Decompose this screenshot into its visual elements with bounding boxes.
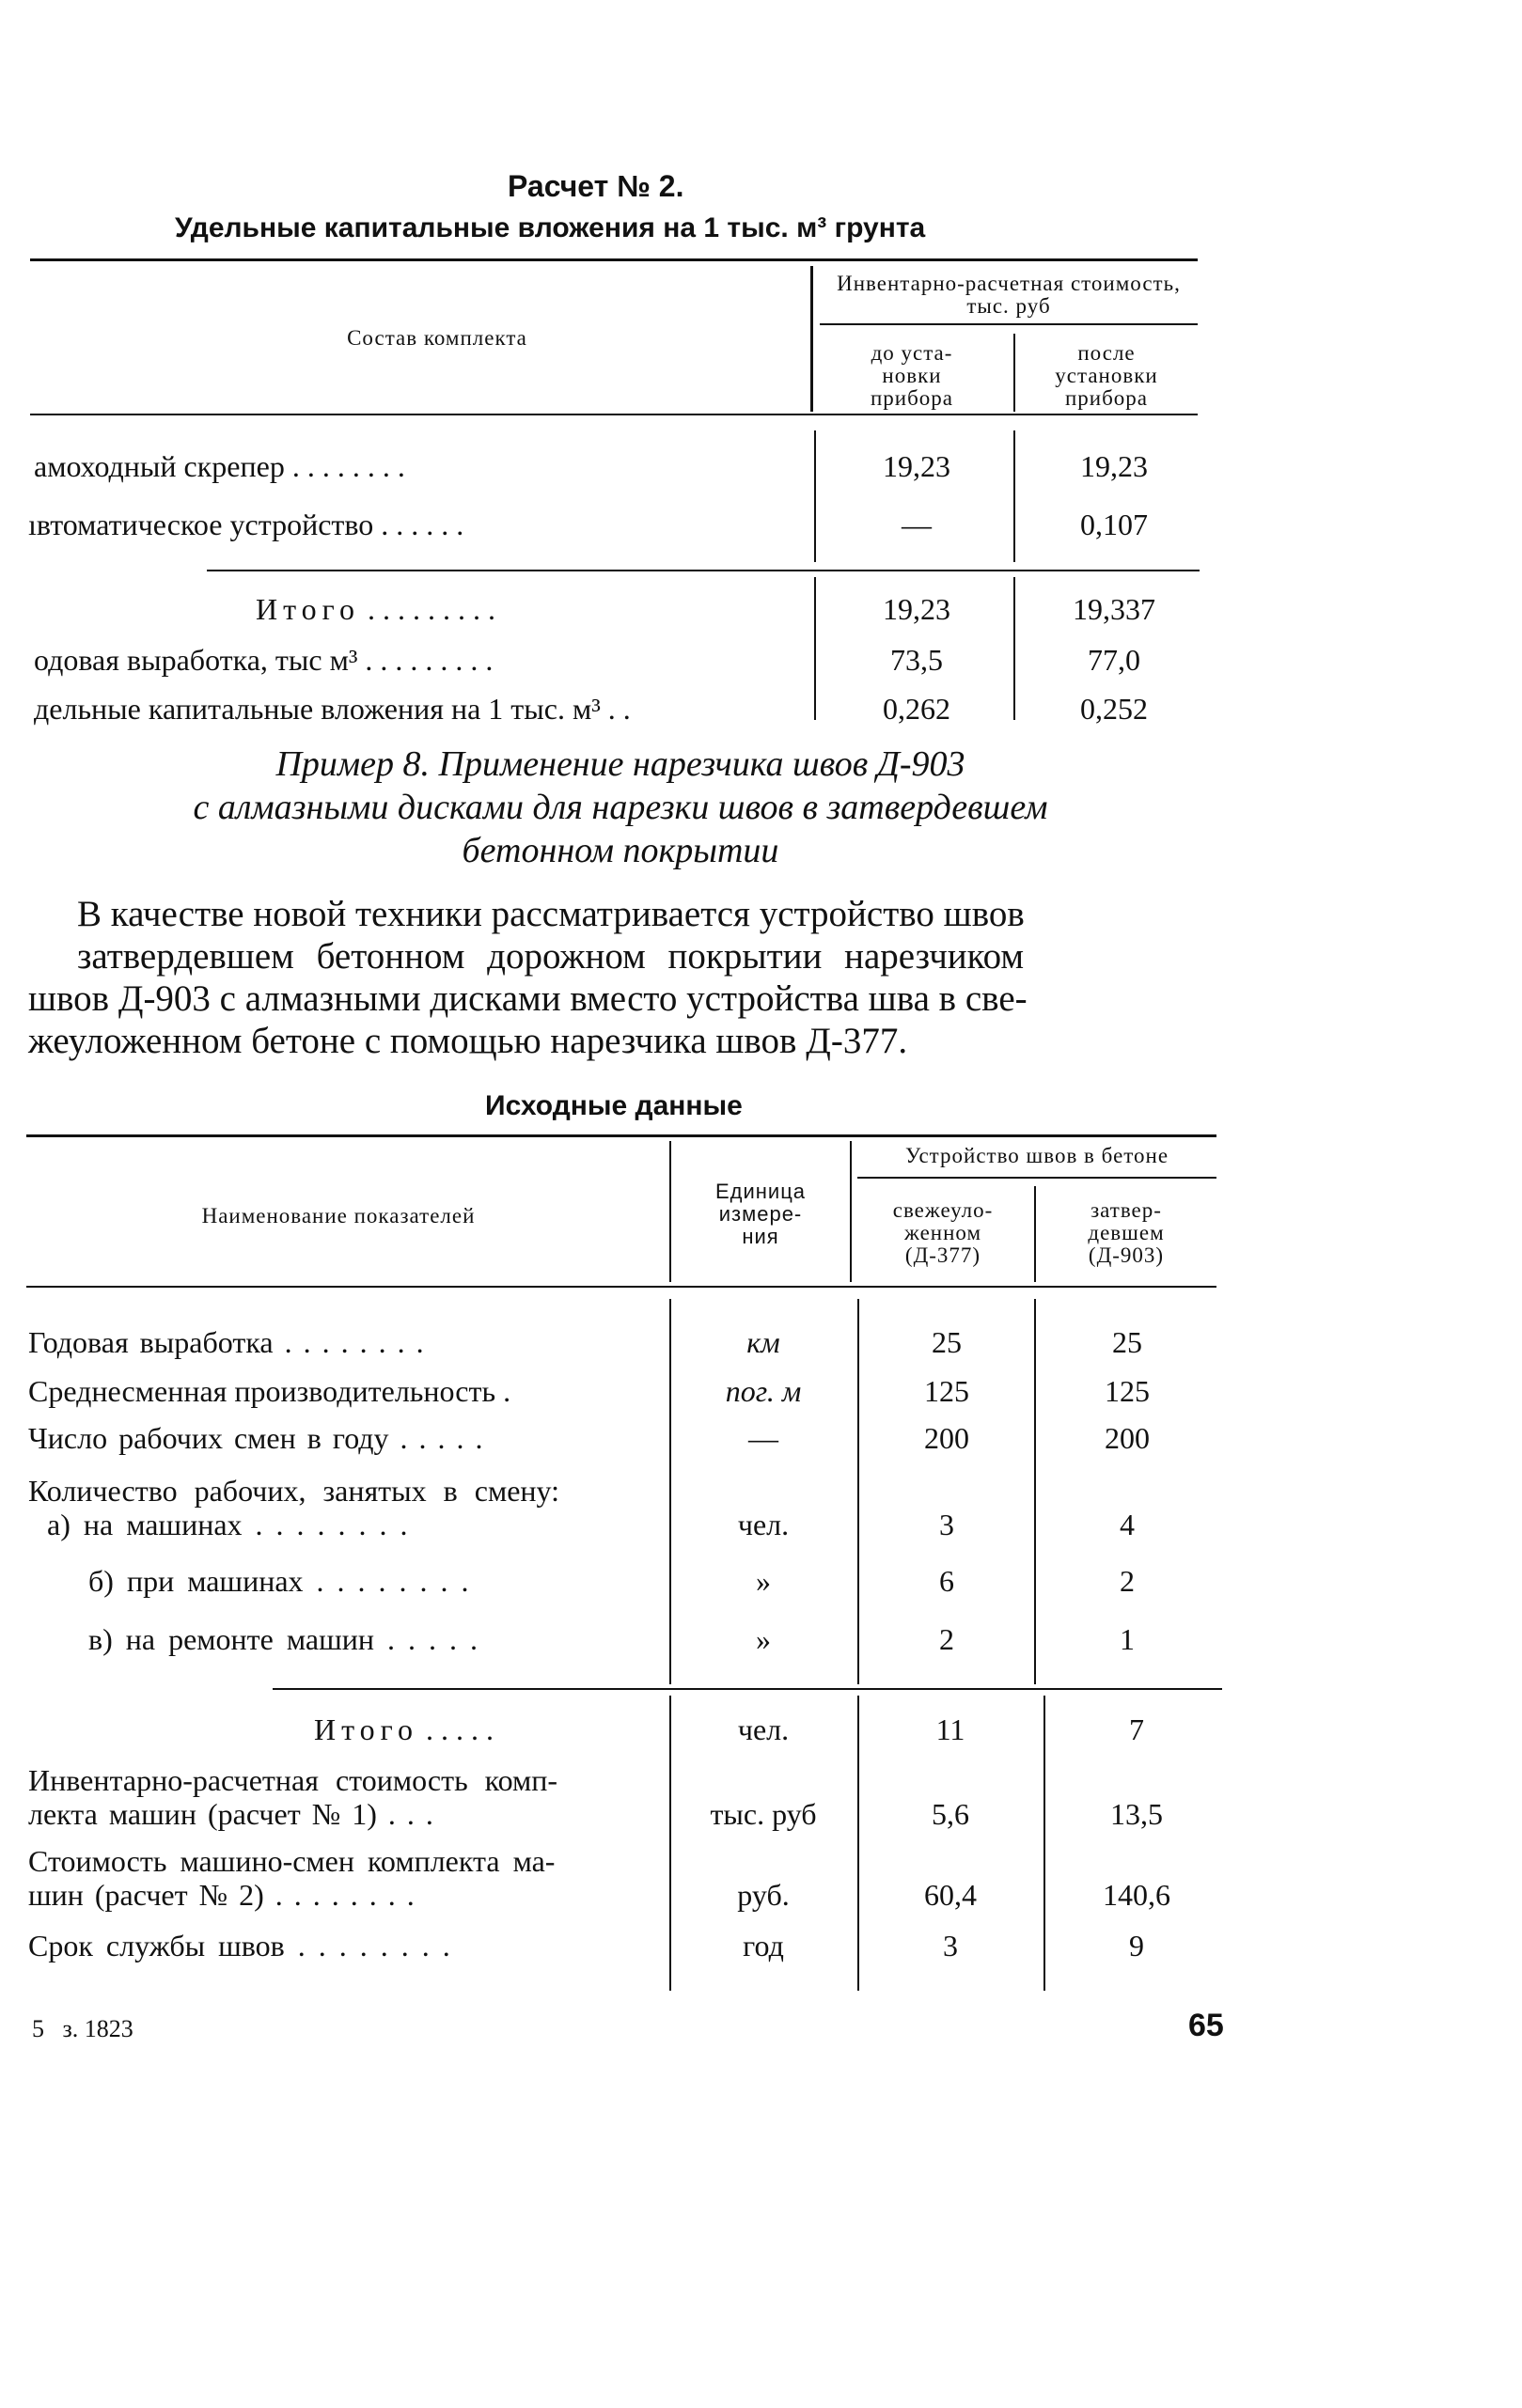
column-header-group: Устройство швов в бетоне — [904, 1144, 1169, 1167]
table-rule — [26, 1286, 1216, 1288]
table-rule — [814, 577, 816, 720]
source-row-label: Число рабочих смен в году . . . . . — [28, 1421, 483, 1455]
calc2-title: Расчет № 2. — [508, 169, 684, 203]
table-rule — [669, 1299, 671, 1684]
source-row-fresh: 3 — [939, 1508, 954, 1541]
source-row-fresh: 2 — [939, 1622, 954, 1656]
page-number: 65 — [1188, 2008, 1224, 2043]
source-row-label: Среднесменная производительность . — [28, 1374, 511, 1408]
table-rule — [820, 323, 1198, 325]
calc2-row-after: 0,252 — [1080, 692, 1148, 726]
source-total-hard: 7 — [1129, 1712, 1144, 1746]
source-row-unit: пог. м — [725, 1374, 802, 1408]
column-header-composition: Состав комплекта — [347, 326, 527, 350]
calc2-total-before: 19,23 — [883, 592, 950, 626]
calc2-row-label: ıвтоматическое устройство . . . . . . — [28, 508, 464, 541]
table-rule — [26, 1134, 1216, 1137]
footer-print-mark: 5 з. 1823 — [32, 2015, 133, 2042]
column-header-name: Наименование показателей — [201, 1204, 476, 1227]
table-rule — [273, 1688, 1222, 1690]
table-rule — [1043, 1696, 1045, 1991]
table-rule — [1013, 577, 1015, 720]
column-header-after: после установки прибора — [1055, 341, 1158, 410]
column-header-group: Инвентарно-расчетная стоимость, тыс. руб — [837, 272, 1181, 318]
table-rule — [669, 1696, 671, 1991]
table-rule — [857, 1177, 1216, 1179]
table-rule — [669, 1141, 671, 1282]
calc2-row-before: 73,5 — [890, 643, 943, 677]
source-row-unit: » — [756, 1564, 771, 1598]
table-rule — [857, 1299, 859, 1684]
source-row-hard: 200 — [1105, 1421, 1150, 1455]
source-row-label: Стоимость машино-смен комплекта ма- шин (расчет № 2) . . . . . . . . — [28, 1844, 556, 1912]
calc2-row-label: одовая выработка, тыс м³ . . . . . . . . . — [34, 643, 494, 677]
source-row-fresh: 6 — [939, 1564, 954, 1598]
calc2-row-before: 0,262 — [883, 692, 950, 726]
source-row-label: Срок службы швов . . . . . . . . — [28, 1929, 450, 1962]
source-row-unit: тыс. руб — [710, 1797, 817, 1831]
column-header-hard: затвер- девшем (Д-903) — [1088, 1198, 1165, 1267]
table-rule — [857, 1696, 859, 1991]
column-header-unit: Единица измере- ния — [714, 1180, 807, 1248]
source-row-fresh: 3 — [943, 1929, 958, 1962]
source-row-label: Годовая выработка . . . . . . . . — [28, 1325, 424, 1359]
source-total-label: Итого . . . . . — [314, 1712, 494, 1746]
calc2-total-after: 19,337 — [1073, 592, 1155, 626]
source-row-hard: 1 — [1120, 1622, 1135, 1656]
source-row-hard: 2 — [1120, 1564, 1135, 1598]
source-title: Исходные данные — [485, 1090, 743, 1121]
table-rule — [1013, 430, 1015, 562]
example-paragraph: В качестве новой техники рассматривается устройство швов затвердевшем бетонном дорожном покрытии нарезчиком швов Д-903 с алмазными дисками вместо устройства шва в све- жеуложенном бетоне с помощью нарезчика швов Д-377. — [28, 894, 1028, 1061]
calc2-row-label: дельные капитальные вложения на 1 тыс. м³ . . — [34, 692, 631, 726]
source-row-hard: 125 — [1105, 1374, 1150, 1408]
source-row-fresh: 25 — [932, 1325, 962, 1359]
source-row-unit: км — [746, 1325, 780, 1359]
calc2-row-before: — — [902, 508, 932, 541]
calc2-row-label: амоходный скрепер . . . . . . . . — [34, 449, 405, 483]
table-rule — [30, 414, 1198, 415]
source-row-unit: — — [748, 1421, 778, 1455]
source-row-fresh: 60,4 — [924, 1878, 977, 1912]
calc2-subtitle: Удельные капитальные вложения на 1 тыс. м³ грунта — [175, 212, 926, 243]
source-row-fresh: 125 — [924, 1374, 969, 1408]
column-header-before: до уста- новки прибора — [870, 341, 954, 410]
table-rule — [207, 570, 1200, 571]
calc2-row-before: 19,23 — [883, 449, 950, 483]
source-row-fresh: 5,6 — [932, 1797, 969, 1831]
source-row-label: Инвентарно-расчетная стоимость комп- лекта машин (расчет № 1) . . . — [28, 1763, 557, 1831]
table-rule — [1034, 1299, 1036, 1684]
calc2-row-after: 19,23 — [1080, 449, 1148, 483]
source-row-hard: 4 — [1120, 1508, 1135, 1541]
source-total-fresh: 11 — [935, 1712, 965, 1746]
source-row-label: б) при машинах . . . . . . . . — [88, 1564, 469, 1598]
source-row-unit: руб. — [737, 1878, 790, 1912]
source-row-hard: 9 — [1129, 1929, 1144, 1962]
calc2-row-after: 77,0 — [1088, 643, 1140, 677]
source-row-fresh: 200 — [924, 1421, 969, 1455]
source-row-unit: чел. — [737, 1508, 790, 1541]
table-rule — [30, 258, 1198, 261]
calc2-total-label: Итого . . . . . . . . . — [256, 592, 495, 626]
source-row-hard: 13,5 — [1110, 1797, 1163, 1831]
workers-label: Количество рабочих, занятых в смену: — [28, 1474, 559, 1508]
source-total-unit: чел. — [737, 1712, 790, 1746]
table-rule — [814, 430, 816, 562]
example-heading: Пример 8. Применение нарезчика швов Д-903 с алмазными дисками для нарезки швов в затвердевшем бетонном покрытии — [193, 744, 1048, 870]
calc2-row-after: 0,107 — [1080, 508, 1148, 541]
source-row-label: а) на машинах . . . . . . . . — [47, 1508, 408, 1541]
source-row-hard: 25 — [1112, 1325, 1142, 1359]
source-row-unit: год — [743, 1929, 784, 1962]
source-row-label: в) на ремонте машин . . . . . — [88, 1622, 478, 1656]
source-row-unit: » — [756, 1622, 771, 1656]
source-row-hard: 140,6 — [1103, 1878, 1170, 1912]
column-header-fresh: свежеуло- женном (Д-377) — [892, 1198, 994, 1267]
